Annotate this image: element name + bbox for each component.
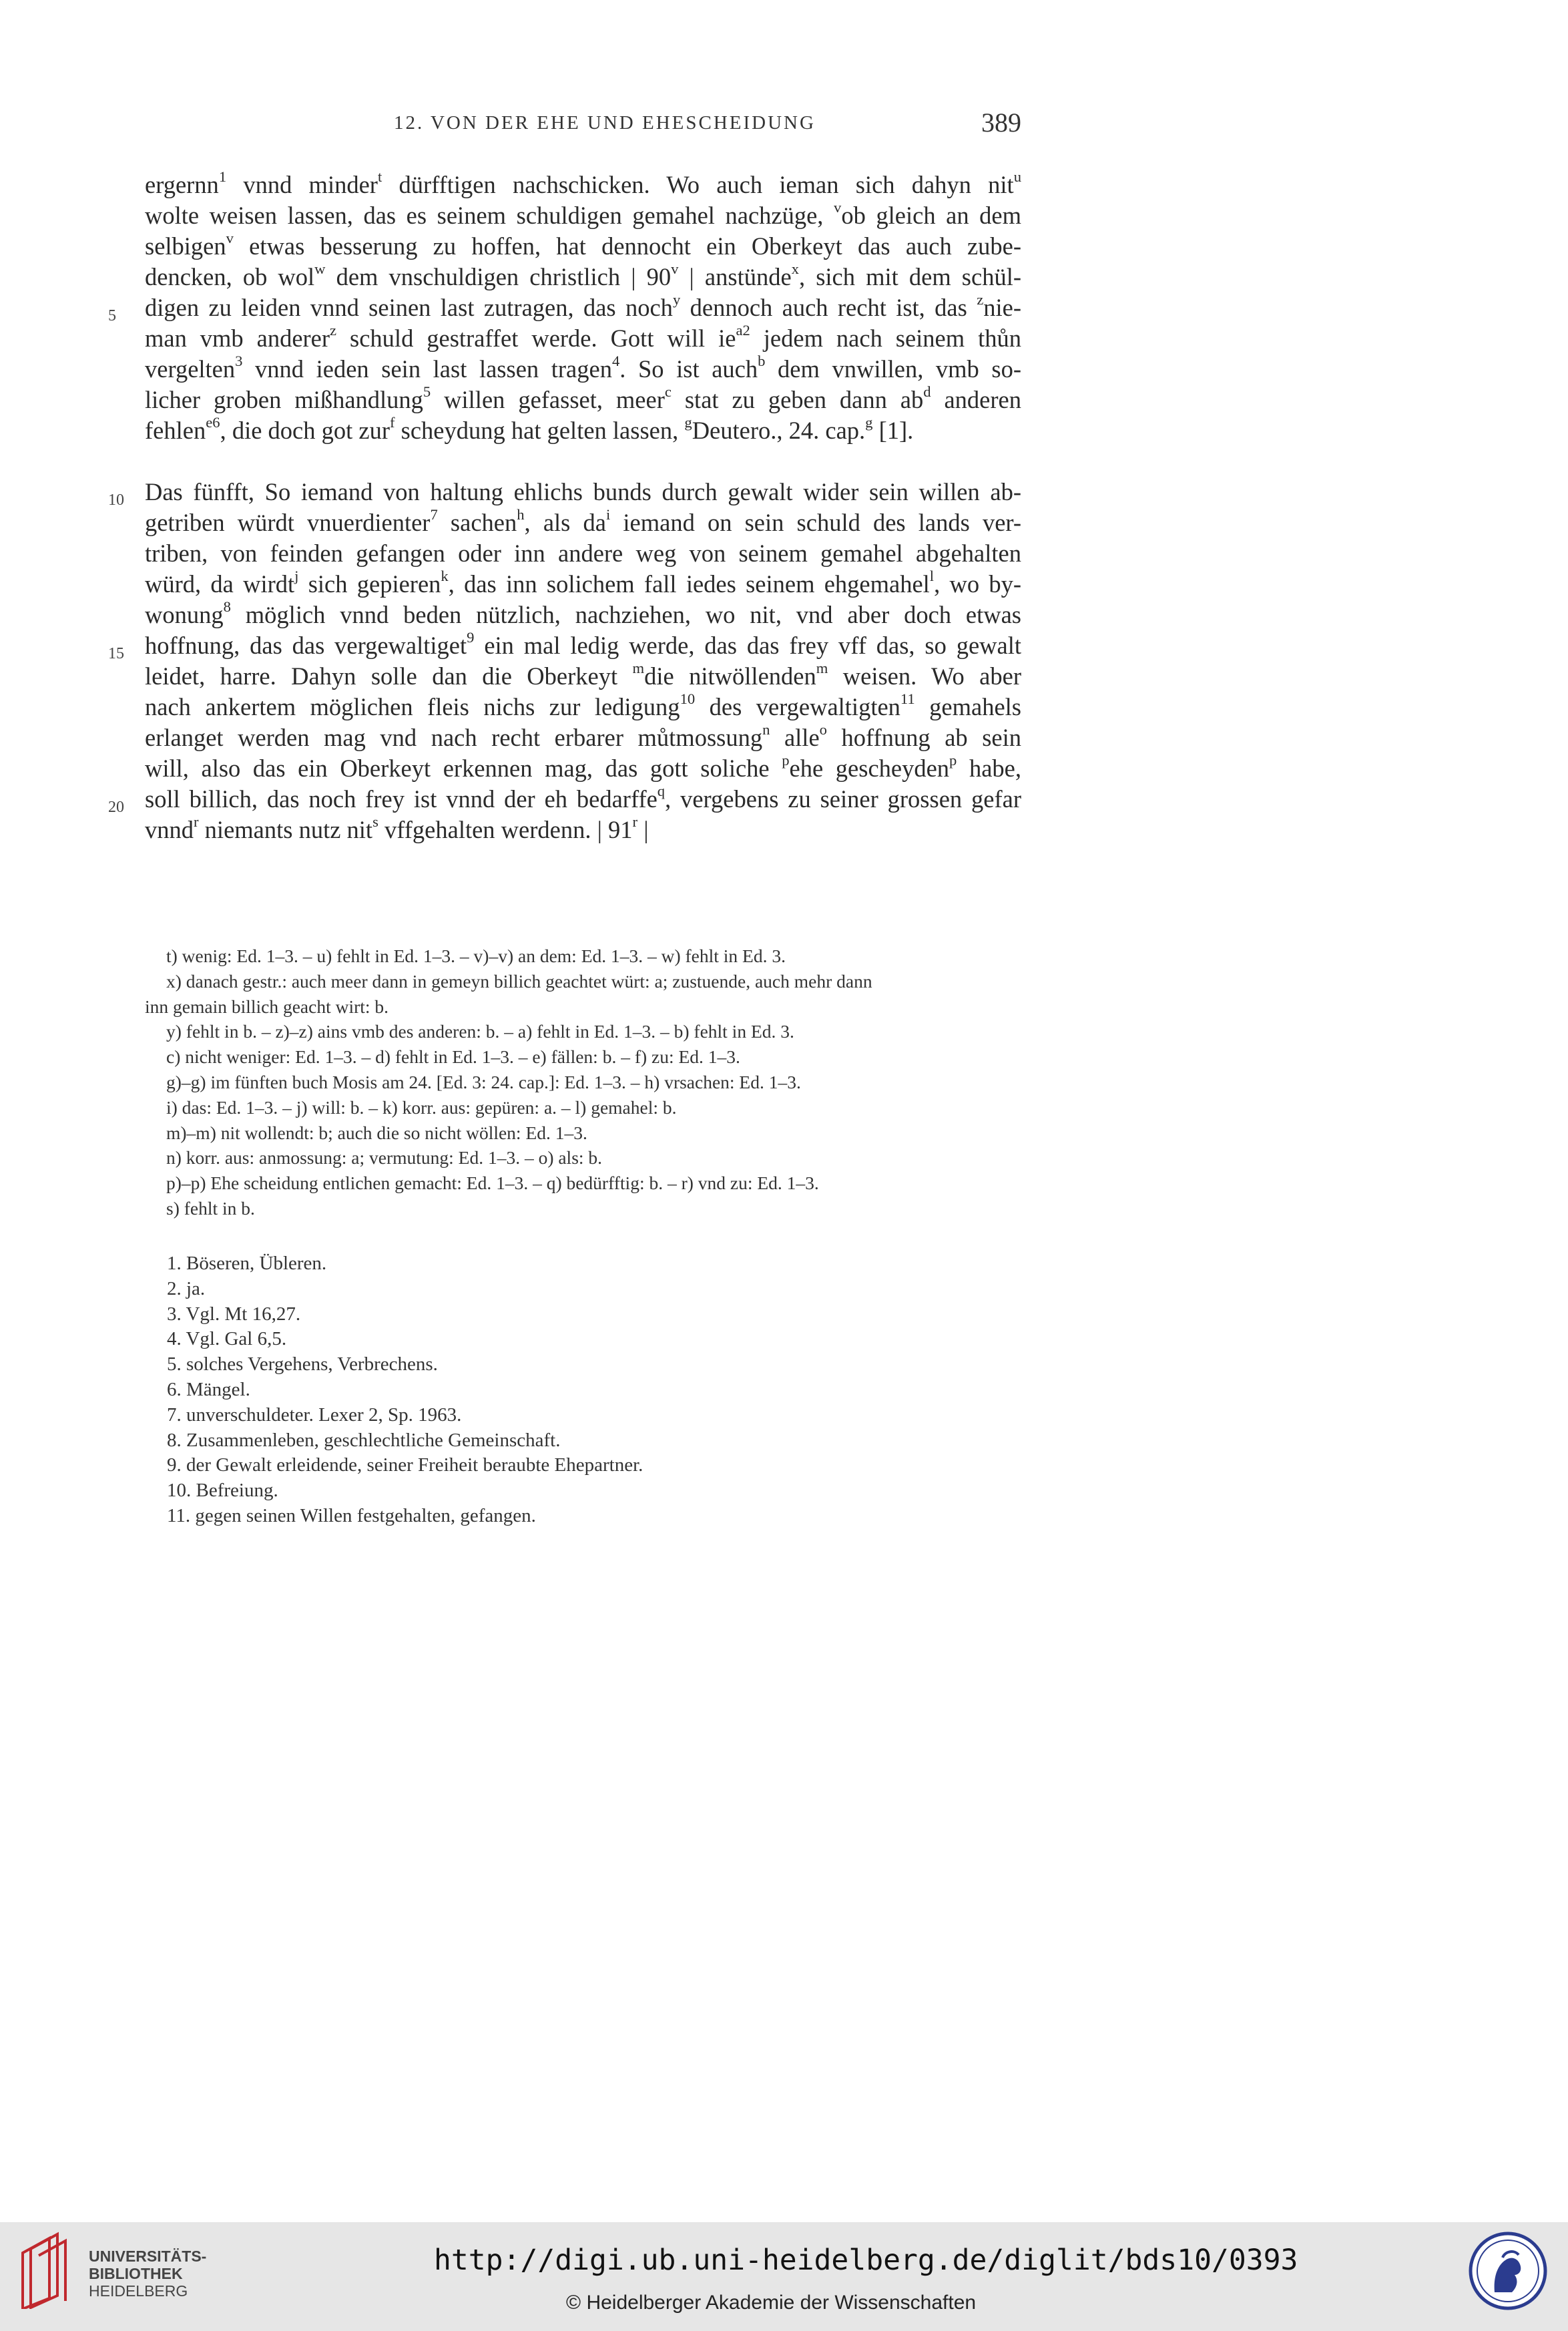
text-run: Das fünfft, So iemand von haltung ehlichs bunds durch gewalt wider sein willen ab- bbox=[145, 478, 1021, 505]
logo-line-3: HEIDELBERG bbox=[89, 2282, 188, 2300]
text-run: , wo by- bbox=[934, 570, 1021, 598]
footnote-marker: 1 bbox=[218, 168, 227, 186]
apparatus-entry: n) korr. aus: anmossung: a; vermutung: Ed. 1–3. – o) als: b. bbox=[166, 1147, 603, 1169]
text-run: sich gepieren bbox=[298, 570, 441, 598]
text-run: triben, von feinden gefangen oder inn andere weg von seinem gemahel abgehalten bbox=[145, 540, 1021, 567]
logo-line-2: BIBLIOTHEK bbox=[89, 2265, 183, 2282]
text-run: vnnd ieden sein last lassen tragen bbox=[242, 355, 612, 383]
apparatus-entry: x) danach gestr.: auch meer dann in gemeyn billich geachtet würt: a; zustuende, auch mehr dann bbox=[166, 970, 872, 992]
explanatory-note: 7. unverschuldeter. Lexer 2, Sp. 1963. bbox=[167, 1404, 462, 1426]
text-run: stat zu geben dann ab bbox=[671, 386, 924, 413]
text-run: anderen bbox=[931, 386, 1021, 413]
text-line bbox=[145, 477, 1021, 507]
text-run: ergernn bbox=[145, 171, 219, 198]
apparatus-entry: c) nicht weniger: Ed. 1–3. – d) fehlt in Ed. 1–3. – e) fällen: b. – f) zu: Ed. 1–3. bbox=[166, 1046, 740, 1068]
footer-copyright: © Heidelberger Akademie der Wissenschaften bbox=[566, 2292, 977, 2314]
footnote-marker: r bbox=[194, 813, 199, 831]
text-line bbox=[145, 722, 1021, 753]
text-run: Deutero., 24. cap. bbox=[692, 417, 866, 444]
text-line bbox=[145, 692, 1021, 722]
footnote-marker: 8 bbox=[223, 598, 231, 616]
text-run: , die doch got zur bbox=[220, 417, 390, 444]
footnote-marker: 4 bbox=[611, 353, 620, 370]
footnote-marker: x bbox=[791, 260, 799, 278]
text-run: die nitwöllenden bbox=[644, 662, 816, 690]
footnote-marker: d bbox=[923, 383, 931, 401]
footnote-marker: l bbox=[929, 568, 935, 585]
text-line bbox=[145, 815, 1021, 845]
text-run: dem vnwillen, vmb so- bbox=[765, 355, 1022, 383]
text-run: hoffnung, das das vergewaltiget bbox=[145, 632, 467, 659]
explanatory-notes bbox=[167, 1251, 643, 1529]
text-run: fehlen bbox=[145, 417, 206, 444]
explanatory-note: 5. solches Vergehens, Verbrechens. bbox=[167, 1353, 438, 1375]
explanatory-note: 9. der Gewalt erleidende, seiner Freiheit beraubte Ehepartner. bbox=[167, 1454, 643, 1476]
explanatory-note: 3. Vgl. Mt 16,27. bbox=[167, 1303, 301, 1325]
ub-heidelberg-logo-icon[interactable] bbox=[17, 2229, 79, 2309]
text-line bbox=[145, 323, 1021, 354]
apparatus-entry: inn gemain billich geacht wirt: b. bbox=[145, 996, 389, 1017]
text-run: ehe gescheyden bbox=[789, 755, 950, 782]
text-run: alle bbox=[770, 724, 820, 751]
line-number-15: 15 bbox=[108, 645, 124, 662]
text-line bbox=[145, 231, 1021, 262]
text-run: jedem nach seinem thůn bbox=[750, 325, 1021, 352]
text-run: ein mal ledig werde, das das frey vff das, so gewalt bbox=[474, 632, 1021, 659]
text-line bbox=[145, 170, 1021, 200]
footnote-marker: v bbox=[671, 260, 679, 278]
apparatus-entry: t) wenig: Ed. 1–3. – u) fehlt in Ed. 1–3. – v)–v) an dem: Ed. 1–3. – w) fehlt in Ed. 3. bbox=[166, 945, 786, 966]
footnote-marker: g bbox=[684, 414, 692, 431]
text-line bbox=[145, 262, 1021, 292]
text-run: würd, da wirdt bbox=[145, 570, 295, 598]
text-line bbox=[145, 507, 1021, 538]
running-head: 12. VON DER EHE UND EHESCHEIDUNG bbox=[394, 112, 816, 134]
text-run: nie- bbox=[983, 294, 1021, 321]
ub-heidelberg-logo-text bbox=[89, 2248, 206, 2300]
text-line bbox=[145, 415, 1021, 446]
footnote-marker: f bbox=[389, 414, 395, 431]
text-run: vergelten bbox=[145, 355, 236, 383]
text-line bbox=[145, 661, 1021, 692]
apparatus-entry: g)–g) im fünften buch Mosis am 24. [Ed. 3: 24. cap.]: Ed. 1–3. – h) vrsachen: Ed. 1–3. bbox=[166, 1071, 801, 1092]
footnote-marker: v bbox=[226, 230, 234, 247]
text-line bbox=[145, 784, 1021, 815]
text-run: weisen. Wo aber bbox=[828, 662, 1021, 690]
text-line bbox=[145, 600, 1021, 630]
explanatory-note: 11. gegen seinen Willen festgehalten, gefangen. bbox=[167, 1504, 536, 1526]
text-line bbox=[145, 753, 1021, 784]
text-run: leidet, harre. Dahyn solle dan die Oberkeyt bbox=[145, 662, 633, 690]
text-run: | bbox=[637, 816, 649, 843]
apparatus-entry: m)–m) nit wollendt: b; auch die so nicht wöllen: Ed. 1–3. bbox=[166, 1122, 587, 1143]
text-run: dürfftigen nachschicken. Wo auch ieman sich dahyn nit bbox=[382, 171, 1014, 198]
footnote-marker: e6 bbox=[206, 414, 220, 431]
apparatus-entry: y) fehlt in b. – z)–z) ains vmb des anderen: b. – a) fehlt in Ed. 1–3. – b) fehlt in Ed. 3. bbox=[166, 1021, 794, 1042]
footnote-marker: g bbox=[865, 414, 873, 431]
apparatus-entry: p)–p) Ehe scheidung entlichen gemacht: Ed. 1–3. – q) bedürfftig: b. – r) vnd zu: Ed. 1–3. bbox=[166, 1173, 819, 1194]
text-run: , vergebens zu seiner grossen gefar bbox=[665, 785, 1021, 813]
text-run: man vmb anderer bbox=[145, 325, 330, 352]
text-run: [1]. bbox=[872, 417, 914, 444]
footnote-marker: z bbox=[330, 322, 337, 339]
text-run: , als da bbox=[524, 509, 606, 536]
line-number-5: 5 bbox=[108, 307, 116, 325]
line-number-20: 20 bbox=[108, 799, 124, 816]
footnote-marker: o bbox=[819, 721, 827, 738]
footnote-marker: z bbox=[977, 291, 984, 308]
apparatus-entry: s) fehlt in b. bbox=[166, 1197, 255, 1219]
text-run: scheydung hat gelten lassen, bbox=[395, 417, 685, 444]
text-run: licher groben mißhandlung bbox=[145, 386, 423, 413]
footnote-marker: q bbox=[657, 783, 666, 800]
text-run: niemants nutz nit bbox=[198, 816, 373, 843]
page-number: 389 bbox=[981, 108, 1021, 138]
text-run: dennoch auch recht ist, das bbox=[680, 294, 977, 321]
footnote-marker: p bbox=[949, 752, 957, 769]
footnote-marker: h bbox=[517, 506, 525, 523]
text-run: willen gefasset, meer bbox=[431, 386, 665, 413]
text-run: etwas besserung zu hoffen, hat dennocht ein Oberkeyt das auch zube- bbox=[233, 232, 1021, 260]
footnote-marker: i bbox=[605, 506, 611, 523]
footnote-marker: s bbox=[372, 813, 378, 831]
paragraph-1 bbox=[145, 170, 1021, 446]
footnote-marker: t bbox=[377, 168, 382, 186]
critical-apparatus bbox=[145, 943, 1033, 1221]
footnote-marker: 10 bbox=[680, 690, 696, 708]
text-run: | anstünde bbox=[678, 263, 792, 290]
text-line bbox=[145, 538, 1021, 569]
footnote-marker: 5 bbox=[423, 383, 431, 401]
text-line bbox=[145, 200, 1021, 231]
text-run: des vergewaltigten bbox=[695, 693, 900, 720]
footnote-marker: c bbox=[664, 383, 672, 401]
text-line bbox=[145, 292, 1021, 323]
footnote-marker: u bbox=[1013, 168, 1021, 186]
text-line bbox=[145, 569, 1021, 600]
text-run: erlanget werden mag vnd nach recht erbarer můtmossung bbox=[145, 724, 763, 751]
paragraph-2 bbox=[145, 477, 1021, 845]
text-run: . So ist auch bbox=[619, 355, 758, 383]
text-run: vnnd minder bbox=[226, 171, 378, 198]
footnote-marker: b bbox=[758, 353, 766, 370]
footer-url[interactable]: http://digi.ub.uni-heidelberg.de/diglit/bds10/0393 bbox=[434, 2244, 1298, 2277]
text-run: gemahels bbox=[914, 693, 1021, 720]
text-run: habe, bbox=[957, 755, 1021, 782]
footnote-marker: 7 bbox=[430, 506, 438, 523]
footnote-marker: 3 bbox=[235, 353, 243, 370]
text-line bbox=[145, 630, 1021, 661]
text-run: iemand on sein schuld des lands ver- bbox=[610, 509, 1021, 536]
footnote-marker: w bbox=[314, 260, 326, 278]
footnote-marker: r bbox=[632, 813, 638, 831]
explanatory-note: 4. Vgl. Gal 6,5. bbox=[167, 1328, 287, 1350]
text-run: dem vnschuldigen christlich | 90 bbox=[325, 263, 672, 290]
text-run: möglich vnnd beden nützlich, nachziehen, wo nit, vnd aber doch etwas bbox=[230, 601, 1021, 628]
text-run: dencken, ob wol bbox=[145, 263, 315, 290]
text-run: , das inn solichem fall iedes seinem ehgemahel bbox=[448, 570, 930, 598]
explanatory-note: 10. Befreiung. bbox=[167, 1480, 278, 1502]
text-run: sachen bbox=[437, 509, 517, 536]
text-run: getriben würdt vnuerdienter bbox=[145, 509, 431, 536]
text-run: schuld gestraffet werde. Gott will ie bbox=[336, 325, 736, 352]
explanatory-note: 6. Mängel. bbox=[167, 1378, 250, 1400]
explanatory-note: 8. Zusammenleben, geschlechtliche Gemeinschaft. bbox=[167, 1429, 561, 1451]
text-run: vnnd bbox=[145, 816, 194, 843]
text-run: soll billich, das noch frey ist vnnd der eh bedarffe bbox=[145, 785, 658, 813]
footnote-marker: n bbox=[762, 721, 770, 738]
text-run: vffgehalten werdenn. | 91 bbox=[378, 816, 633, 843]
logo-line-1: UNIVERSITÄTS- bbox=[89, 2248, 207, 2265]
footnote-marker: p bbox=[782, 752, 790, 769]
text-run: nach ankertem möglichen fleis nichs zur ledigung bbox=[145, 693, 680, 720]
text-run: digen zu leiden vnnd seinen last zutragen, das noch bbox=[145, 294, 673, 321]
text-run: selbigen bbox=[145, 232, 226, 260]
footnote-marker: y bbox=[672, 291, 681, 308]
explanatory-note: 2. ja. bbox=[167, 1277, 206, 1299]
academy-seal-icon[interactable] bbox=[1468, 2231, 1548, 2311]
text-run: , sich mit dem schül- bbox=[798, 263, 1021, 290]
text-run: hoffnung ab sein bbox=[826, 724, 1021, 751]
line-number-10: 10 bbox=[108, 491, 124, 509]
footnote-marker: k bbox=[441, 568, 449, 585]
footnote-marker: m bbox=[632, 660, 645, 677]
footnote-marker: m bbox=[816, 660, 828, 677]
explanatory-note: 1. Böseren, Übleren. bbox=[167, 1253, 327, 1274]
footnote-marker: 11 bbox=[900, 690, 915, 708]
text-line bbox=[145, 354, 1021, 385]
footnote-marker: a2 bbox=[736, 322, 750, 339]
footnote-marker: v bbox=[834, 199, 842, 216]
text-run: will, also das ein Oberkeyt erkennen mag, das gott soliche bbox=[145, 755, 782, 782]
text-run: ob gleich an dem bbox=[841, 202, 1021, 229]
text-run: wolte weisen lassen, das es seinem schuldigen gemahel nachzüge, bbox=[145, 202, 834, 229]
footnote-marker: j bbox=[294, 568, 299, 585]
apparatus-entry: i) das: Ed. 1–3. – j) will: b. – k) korr. aus: gepüren: a. – l) gemahel: b. bbox=[166, 1096, 677, 1118]
text-run: wonung bbox=[145, 601, 224, 628]
footnote-marker: 9 bbox=[467, 629, 475, 646]
text-line bbox=[145, 385, 1021, 415]
